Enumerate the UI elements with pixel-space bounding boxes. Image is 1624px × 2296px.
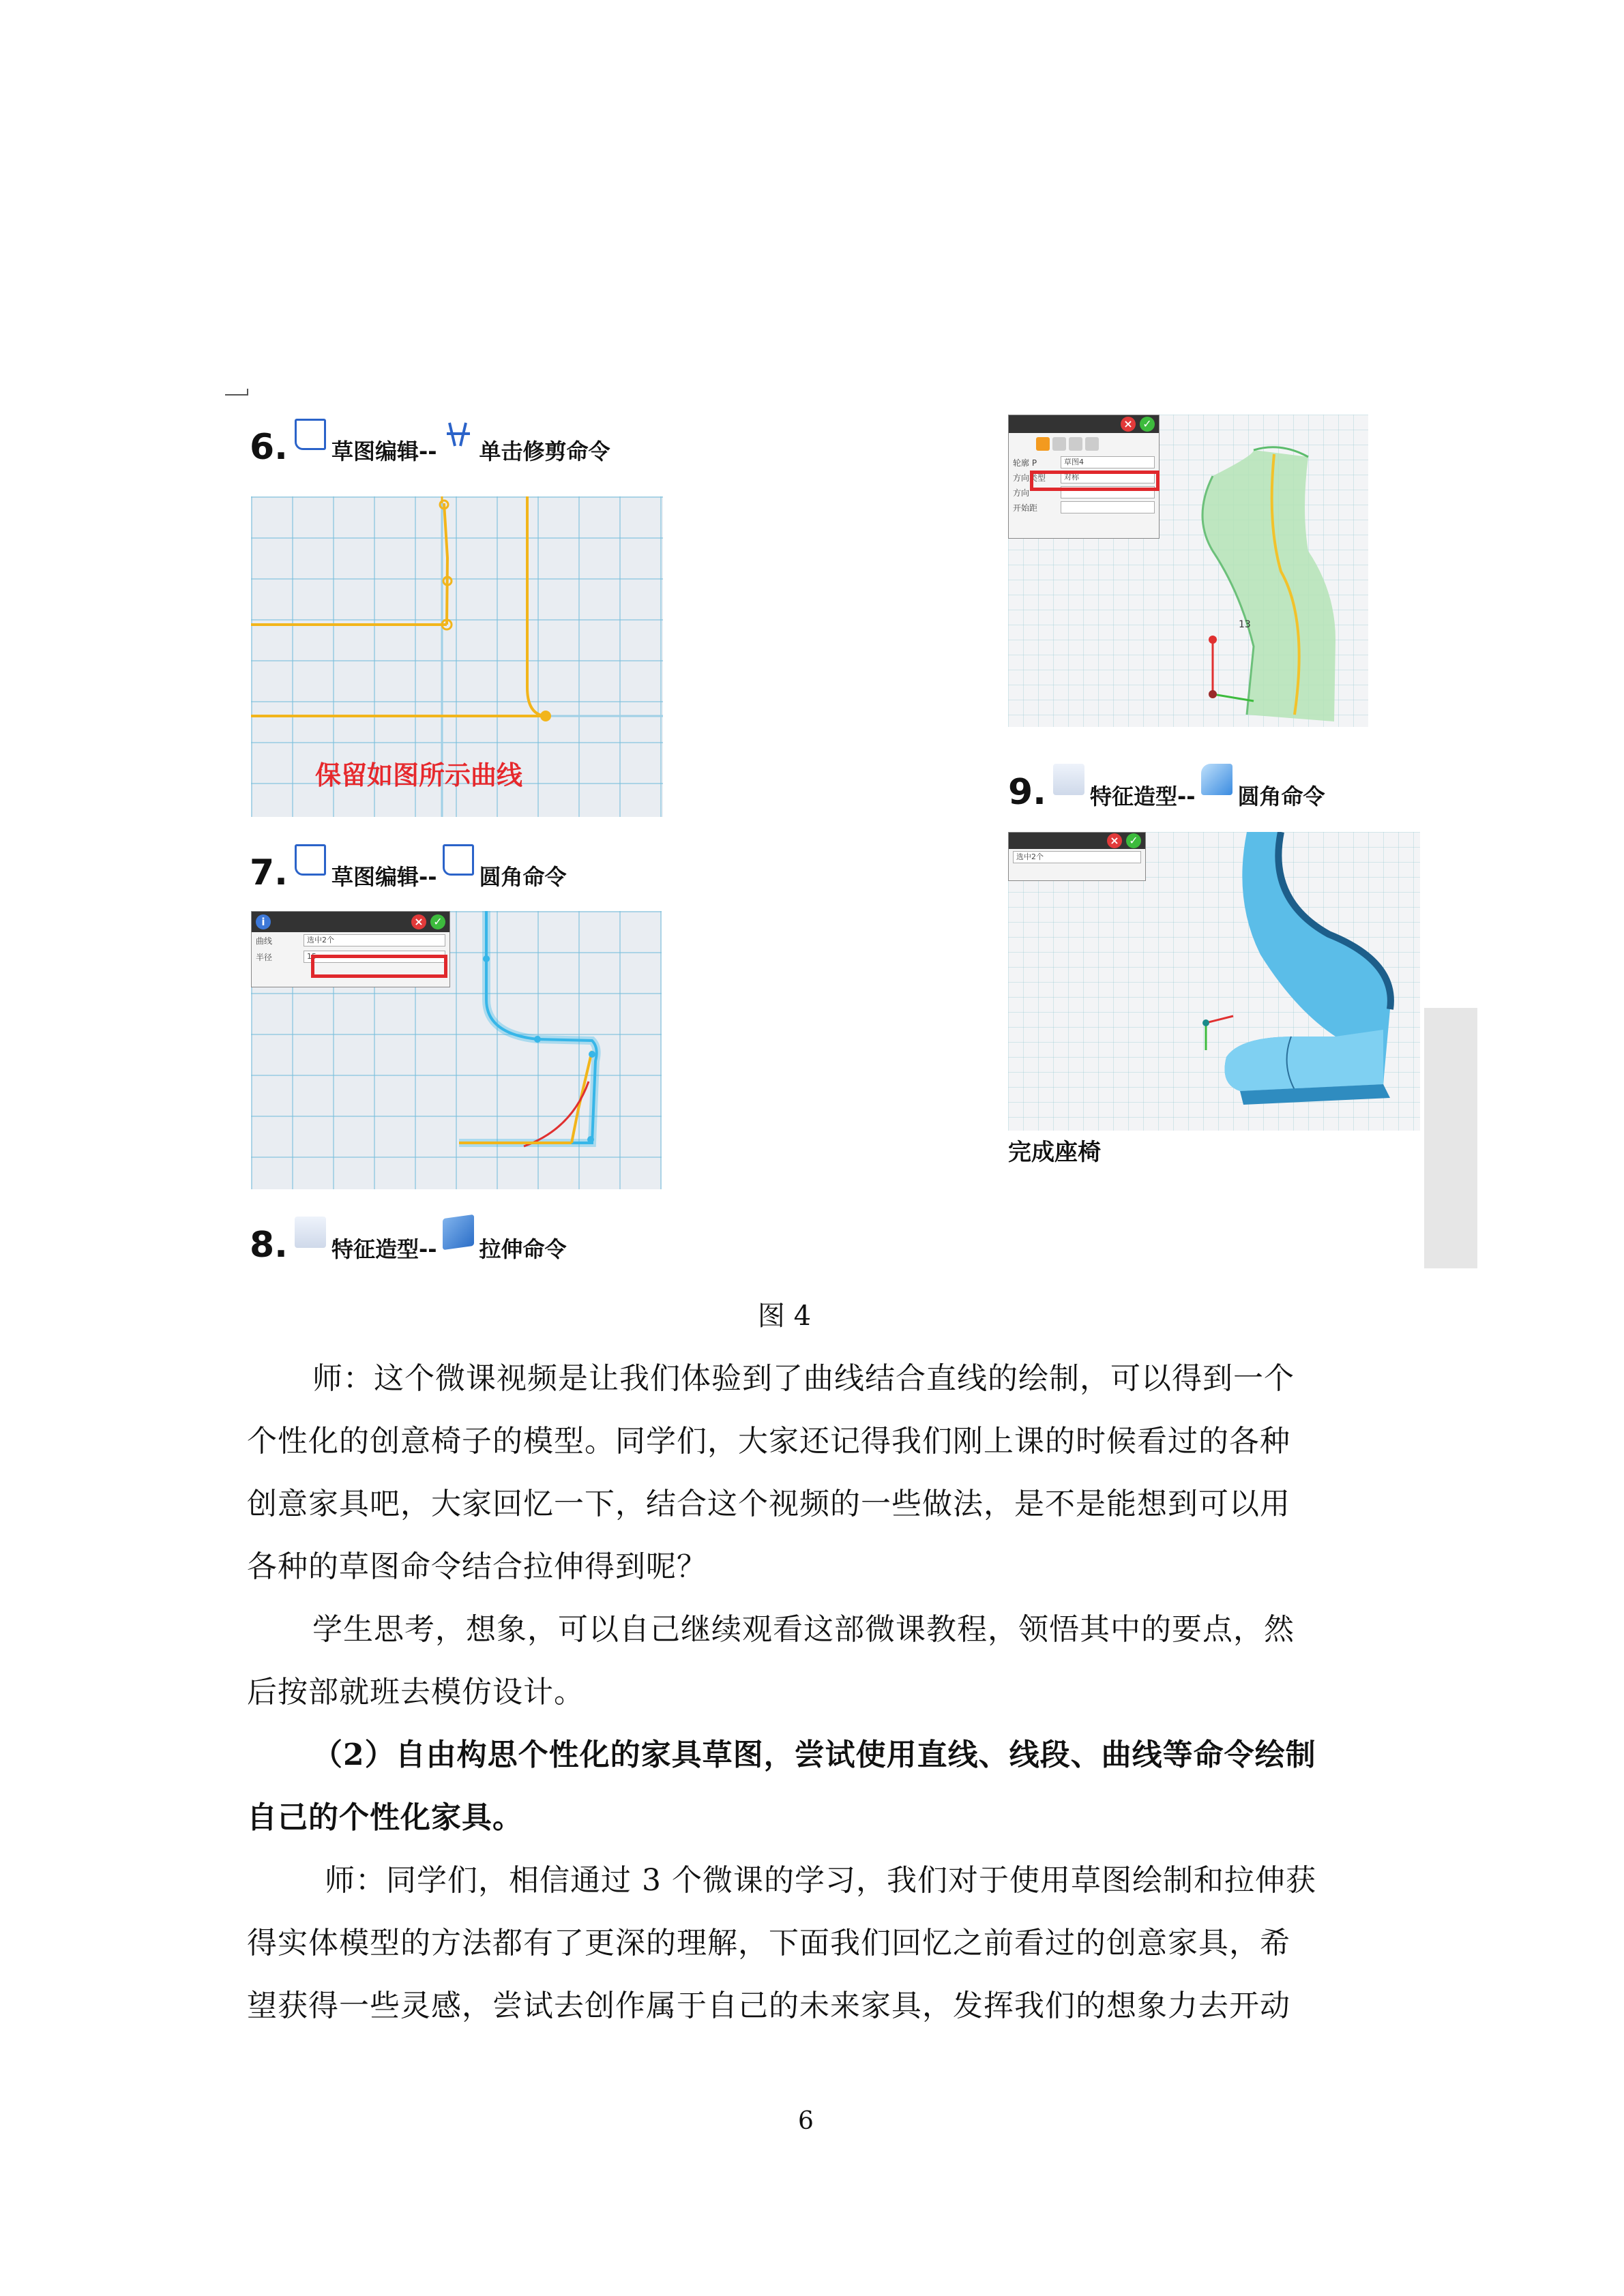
curve-field[interactable]: 选中2个: [304, 934, 445, 946]
fillet-feature-icon: [1201, 764, 1232, 795]
cancel-button[interactable]: ×: [411, 914, 426, 929]
dialog-row: [1009, 455, 1159, 470]
dialog-row: [1009, 849, 1145, 865]
sketch-fillet-panel: [251, 911, 662, 1189]
mode-button[interactable]: [1036, 437, 1050, 451]
section-heading: 自己的个性化家具。: [247, 1800, 523, 1835]
confirm-button[interactable]: ✓: [1126, 833, 1141, 848]
row-key: 方向: [1013, 488, 1030, 498]
dialog-titlebar: [1009, 833, 1145, 849]
paragraph-line: 得实体模型的方法都有了更深的理解，下面我们回忆之前看过的创意家具，希: [247, 1926, 1290, 1960]
direction-type-field[interactable]: 对称: [1061, 471, 1155, 483]
extrude-panel: [1008, 415, 1368, 727]
dialog-row: [252, 932, 449, 949]
paragraph-line: 个性化的创意椅子的模型。同学们，大家还记得我们刚上课的时候看过的各种: [247, 1424, 1290, 1459]
paragraph-line: 后按部就班去模仿设计。: [247, 1675, 585, 1710]
sketch-edit-icon: [295, 419, 326, 450]
corner-mark: [225, 394, 248, 398]
step-label: 圆角命令: [479, 864, 567, 890]
side-tab[interactable]: [1424, 1008, 1477, 1268]
row-key: 轮廓 P: [1013, 458, 1037, 468]
extrude-icon: [443, 1214, 474, 1250]
fillet-feature-panel: [1008, 832, 1420, 1131]
keep-curve-annotation: 保留如图所示曲线: [315, 760, 523, 790]
step-8-header: [250, 1217, 570, 1266]
body-text: [247, 1347, 1379, 2038]
step-9-header: [1008, 764, 1328, 813]
row-key: 半径: [256, 952, 273, 962]
paragraph-line: 各种的草图命令结合拉伸得到呢？: [247, 1549, 707, 1584]
highlight-box: [311, 955, 447, 978]
step-label: 单击修剪命令: [479, 438, 610, 464]
confirm-button[interactable]: ✓: [430, 914, 445, 929]
step-label: 草图编辑--: [331, 864, 437, 890]
section-heading: （2）自由构思个性化的家具草图，尝试使用直线、线段、曲线等命令绘制: [312, 1738, 1316, 1772]
dialog-row: [1009, 500, 1159, 515]
step-number: 8.: [250, 1225, 288, 1266]
confirm-button[interactable]: ✓: [1140, 417, 1155, 432]
fillet-feature-dialog: [1008, 832, 1146, 881]
mode-button[interactable]: [1052, 437, 1066, 451]
mode-buttons: [1009, 433, 1159, 455]
info-icon: i: [256, 914, 271, 929]
cancel-button[interactable]: ×: [1107, 833, 1122, 848]
highlight-box: [1030, 471, 1160, 491]
figure-caption: 图 4: [757, 1300, 812, 1332]
paragraph-line: 创意家具吧，大家回忆一下，结合这个视频的一些做法，是不是能想到可以用: [247, 1487, 1290, 1521]
radius-field[interactable]: 15: [304, 951, 445, 963]
step-number: 9.: [1008, 772, 1046, 813]
step-number: 7.: [250, 852, 288, 893]
step-number: 6.: [250, 427, 288, 468]
row-key: 方向类型: [1013, 473, 1046, 483]
step-7-header: [250, 844, 570, 891]
step-label: 圆角命令: [1237, 784, 1325, 809]
cancel-button[interactable]: ×: [1121, 417, 1136, 432]
finish-chair-label: 完成座椅: [1008, 1139, 1101, 1166]
dialog-titlebar: [252, 912, 449, 932]
edge-selection-field[interactable]: 选中2个: [1013, 851, 1141, 863]
step-label: 拉伸命令: [479, 1236, 567, 1262]
sketch-edit-icon: [295, 844, 326, 876]
mode-button[interactable]: [1085, 437, 1099, 451]
mode-button[interactable]: [1069, 437, 1082, 451]
step-label: 草图编辑--: [331, 438, 437, 464]
step-label: 特征造型--: [1089, 784, 1196, 809]
step-label: 特征造型--: [331, 1236, 437, 1262]
feature-modeling-icon: [1053, 764, 1084, 795]
start-distance-field[interactable]: [1061, 501, 1155, 513]
paragraph-line: 望获得一些灵感，尝试去创作属于自己的未来家具，发挥我们的想象力去开动: [247, 1988, 1290, 2023]
paragraph-line: 师：这个微课视频是让我们体验到了曲线结合直线的绘制，可以得到一个: [312, 1361, 1295, 1396]
row-key: 曲线: [256, 936, 273, 946]
page-number: 6: [798, 2107, 814, 2135]
step-6-header: [250, 419, 613, 468]
trim-sketch-panel: [251, 496, 663, 817]
profile-field[interactable]: 草图4: [1061, 456, 1155, 468]
trim-icon: [443, 419, 474, 450]
feature-modeling-icon: [295, 1217, 326, 1248]
fillet-sketch-icon: [443, 844, 474, 876]
dimension-label: 13: [1239, 619, 1251, 630]
paragraph-line: 师：同学们，相信通过 3 个微课的学习，我们对于使用草图绘制和拉伸获: [325, 1863, 1316, 1898]
row-key: 开始距: [1013, 503, 1038, 513]
dialog-titlebar: [1009, 415, 1159, 433]
paragraph-line: 学生思考，想象，可以自己继续观看这部微课教程，领悟其中的要点，然: [312, 1612, 1295, 1647]
